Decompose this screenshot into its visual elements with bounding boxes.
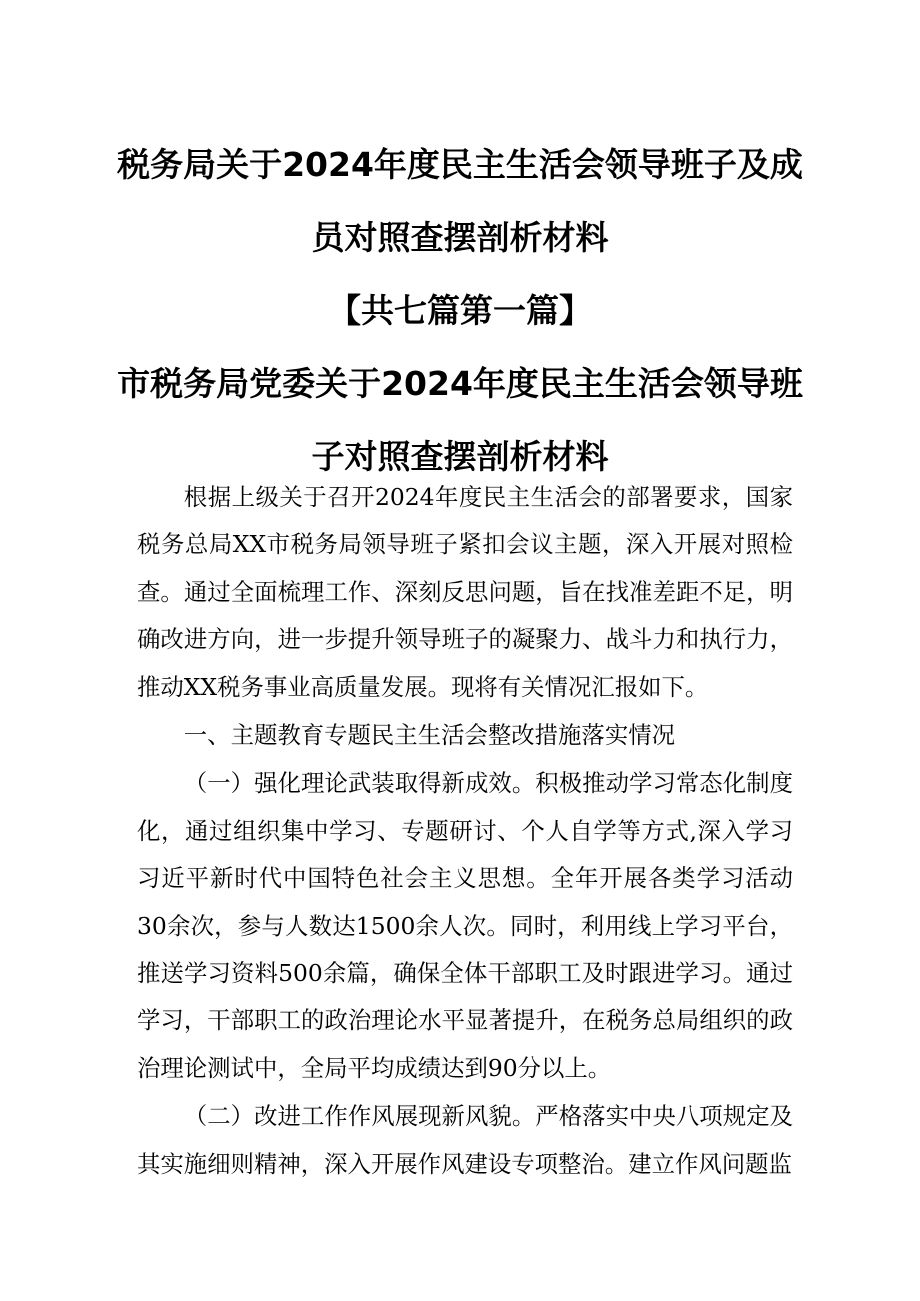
title-line-5: 子对照查摆剖析材料 — [311, 437, 609, 476]
title-line-2: 员对照查摆剖析材料 — [311, 218, 609, 257]
title-line-1: 税务局关于2024年度民主生活会领导班子及成 — [117, 145, 803, 184]
document-body — [137, 474, 793, 1188]
document-title — [0, 128, 920, 493]
title-line-3: 【共七篇第一篇】 — [328, 291, 592, 330]
subsection-paragraph-1: （一）强化理论武装取得新成效。积极推动学习常态化制度化，通过组织集中学习、专题研讨、个人自学等方式,深入学习习近平新时代中国特色社会主义思想。全年开展各类学习活动30余次，参与人数达1500余人次。同时，利用线上学习平台，推送学习资料500余篇，确保全体干部职工及时跟进学习。通过学习，干部职工的政治理论水平显著提升，在税务总局组织的政治理论测试中，全局平均成绩达到90分以上。 — [137, 769, 793, 1082]
subsection-paragraph-2: （二）改进工作作风展现新风貌。严格落实中央八项规定及其实施细则精神，深入开展作风建设专项整治。建立作风问题监 — [137, 1102, 793, 1178]
intro-paragraph: 根据上级关于召开2024年度民主生活会的部署要求，国家税务总局XX市税务局领导班子紧扣会议主题，深入开展对照检查。通过全面梳理工作、深刻反思问题，旨在找准差距不足，明确改进方向，进一步提升领导班子的凝聚力、战斗力和执行力，推动XX税务事业高质量发展。现将有关情况汇报如下。 — [137, 483, 793, 701]
title-line-4: 市税务局党委关于2024年度民主生活会领导班 — [117, 364, 803, 403]
section-heading-1: 一、主题教育专题民主生活会整改措施落实情况 — [183, 721, 675, 750]
